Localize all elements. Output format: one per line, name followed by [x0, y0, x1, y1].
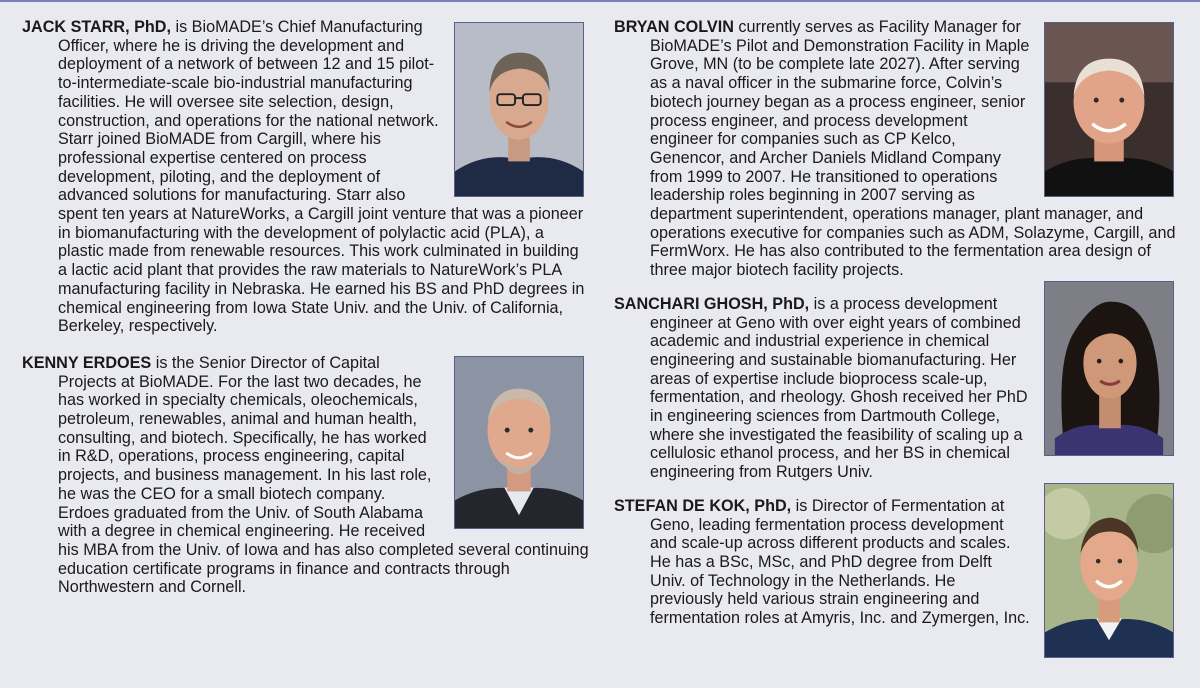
bio-stefan-de-kok [614, 497, 1182, 628]
bio-name: JACK STARR, PhD, [22, 18, 171, 36]
bio-jack-starr [22, 18, 592, 336]
bio-kenny-erdoes [22, 354, 592, 597]
top-rule [0, 0, 1200, 2]
bio-text: is a process development engineer at Geno with over eight years of combined academic and industrial experience in chemical engineering and sustainable biomanufacturing. Her areas of expertise include bioprocess scale-up, fermentation, and rheology. Ghosh received her PhD in engineering sciences from Dartmouth College, where she investigated the feasibility of scaling up a cellulosic ethanol process, and her BS in chemical engineering from Rutgers Univ. [650, 294, 1028, 482]
bio-bryan-colvin [614, 18, 1182, 280]
bio-text: is Director of Fermentation at Geno, leading fermentation process development and scale-up across different products and scales. He has a BSc, MSc, and PhD degree from Delft Univ. of Technology in the Netherlands. He previously held various strain engineering and fermentation roles at Amyris, Inc. and Zymergen, Inc. [650, 496, 1030, 628]
bio-name: SANCHARI GHOSH, PhD, [614, 294, 810, 313]
portrait-jack-starr [454, 22, 584, 197]
bio-name: KENNY ERDOES [22, 353, 152, 372]
portrait-stefan-de-kok [1044, 483, 1174, 658]
portrait-bryan-colvin [1044, 22, 1174, 197]
bio-text: is BioMADE’s Chief Manufacturing Officer, where he is driving the development and deployment of a network of between 12 and 15 pilot-to-intermediate-scale bio-industrial manufacturing facilities. He will oversee site selection, design, construction, and operations for the national network. Starr joined BioMADE from Cargill, where his professional expertise centered on process development, piloting, and the deployment of advanced solutions for manufacturing. Starr also spent ten years at NatureWorks, a Cargill joint venture that was a pioneer in biomanufacturing with the development of polylactic acid (PLA), a plastic made from renewable resources. This work culminated in building a lactic acid plant that provides the raw materials to NatureWork’s PLA manufacturing facility in Nebraska. He earned his BS and PhD degrees in chemical engineering from Iowa State Univ. and the Univ. of California, Berkeley, respectively. [58, 18, 585, 336]
portrait-sanchari-ghosh [1044, 281, 1174, 456]
bio-text: is the Senior Director of Capital Projects at BioMADE. For the last two decades, he has worked in specialty chemicals, oleochemicals, petroleum, renewables, animal and human health, consulting, and biotech. Specifically, he has worked in R&D, operations, process engineering, capital projects, and business management. In his last role, he was the CEO for a small biotech company. Erdoes graduated from the Univ. of South Alabama with a degree in chemical engineering. He received his MBA from the Univ. of Iowa and has also completed several continuing education certificate programs in finance and contracts through Northwestern and Cornell. [58, 353, 589, 597]
bio-name: STEFAN DE KOK, PhD, [614, 496, 792, 515]
left-column [22, 18, 592, 597]
right-column [614, 18, 1182, 664]
bio-text: currently serves as Facility Manager for BioMADE’s Pilot and Demonstration Facility in Maple Grove, MN (to be complete late 2027). After serving as a naval officer in the submarine force, Colvin’s biotech journey began as a process engineer, senior process engineer, and process development engineer for companies such as CP Kelco, Genencor, and Archer Daniels Midland Company from 1999 to 2007. He transitioned to operations leadership roles beginning in 2007 serving as department superintendent, operations manager, plant manager, and operations executive for companies such as ADM, Solazyme, Cargill, and FermWorx. He has also contributed to the fermentation area design of three major biotech facility projects. [650, 18, 1176, 280]
portrait-kenny-erdoes [454, 356, 584, 529]
bio-sanchari-ghosh [614, 295, 1182, 482]
bio-name: BRYAN COLVIN [614, 18, 734, 36]
